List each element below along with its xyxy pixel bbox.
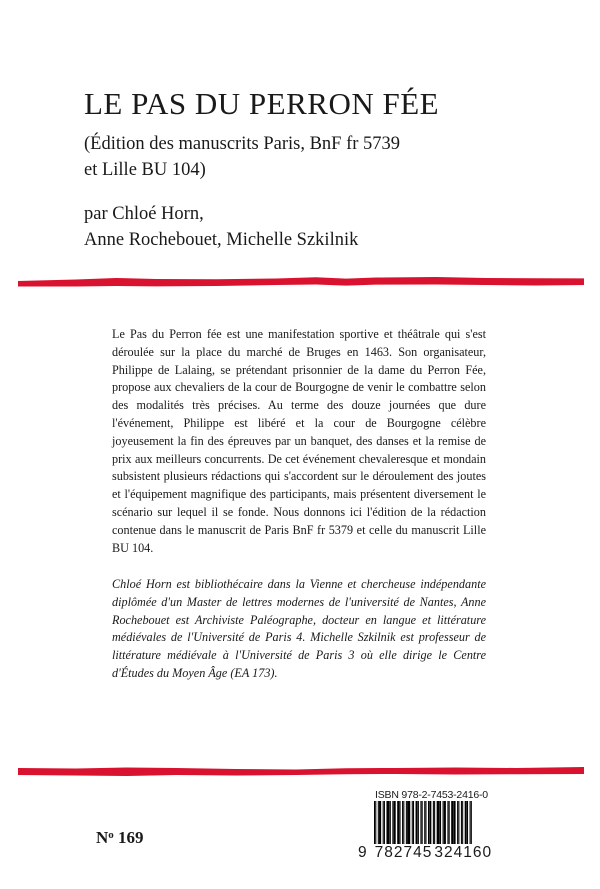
barcode-bar — [384, 801, 385, 845]
barcode-bar — [465, 801, 467, 845]
barcode-bar — [392, 801, 393, 845]
barcode-bar — [406, 801, 407, 845]
barcode-bar — [451, 801, 453, 845]
barcode-bar — [458, 801, 459, 845]
series-prefix: N — [96, 828, 109, 847]
barcode-bar — [440, 801, 441, 845]
book-title: LE PAS DU PERRON FÉE — [84, 86, 440, 121]
barcode-bar — [397, 801, 399, 845]
barcode-bar — [379, 801, 381, 845]
barcode-bar — [383, 801, 384, 845]
barcode-bar — [413, 801, 414, 845]
barcode-bar — [429, 801, 431, 845]
barcode-bar — [461, 801, 462, 845]
authors-line: par Chloé Horn, — [84, 204, 204, 224]
barcode-bar — [462, 801, 463, 845]
series-number — [96, 828, 144, 848]
barcode-bar — [416, 801, 418, 845]
authors-bio-paragraph: Chloé Horn est bibliothécaire dans la Vienne et chercheuse indépendante diplômée d'un Master de lettres modernes de l'université de Nantes, Anne Rochebouet est Archiviste Paléographe, docteur en langue et littérature médiévales de l'Université de Paris 4. Michelle Szkilnik est professeur de littérature médiévale à l'Université de Paris 3 où elle dirige le Centre d'Études du Moyen Âge (EA 173). — [112, 577, 486, 680]
barcode-bar — [390, 801, 391, 845]
barcode-bar — [420, 801, 421, 845]
barcode-bar — [400, 801, 401, 845]
barcode-bar — [394, 801, 396, 845]
barcode-bar — [428, 801, 429, 845]
barcode-bar — [434, 801, 435, 845]
barcode-bar — [402, 801, 403, 845]
barcode-digits-group2: 324160 — [434, 844, 493, 861]
barcode-bar — [457, 801, 458, 845]
barcode-bar — [418, 801, 419, 845]
series-number-value: 169 — [118, 828, 144, 847]
barcode-bar — [447, 801, 448, 845]
barcode-bar — [403, 801, 404, 845]
subtitle-line: et Lille BU 104) — [84, 160, 206, 180]
barcode-bar — [407, 801, 410, 845]
barcode-bar — [437, 801, 440, 845]
barcode-bar — [454, 801, 456, 845]
red-divider-top — [16, 276, 586, 288]
barcode-bar — [444, 801, 446, 845]
authors-line: Anne Rochebouet, Michelle Szkilnik — [84, 230, 359, 250]
isbn-label: ISBN 978-2-7453-2416-0 — [375, 789, 488, 801]
series-superscript: o — [108, 829, 114, 841]
barcode-bar — [386, 801, 389, 845]
red-divider-bottom — [16, 765, 586, 777]
book-authors — [84, 201, 504, 253]
barcode-bar — [449, 801, 450, 845]
barcode-digits-group1: 782745 — [374, 844, 433, 861]
abstract-paragraph: Le Pas du Perron fée est une manifestation sportive et théâtrale qui s'est déroulée sur la place du marché de Bruges en 1463. Son organisateur, Philippe de Lalaing, se prétendant prisonnier de la dame du Perron Fée, propose aux chevaliers de la cour de Bourgogne de venir le combattre selon des modalités très précises. Au terme des douze journées que dure l'événement, Philippe est libéré et la cour de Bourgogne célèbre joyeusement la fin des épreuves par un banquet, des danses et la remise de prix aux meilleurs concurrents. De cet événement chevaleresque et mondain subsistent plusieurs rédactions qui s'accordent sur le déroulement des joutes et l'équipement magnifique des participants, mais présentent diversement le scénario sur lequel il se fonde. Nous donnons ici l'édition de la rédaction contenue dans le manuscrit de Paris BnF fr 5379 et celle du manuscrit Lille BU 104. — [112, 327, 486, 555]
barcode-bar — [412, 801, 413, 845]
barcode-bar — [443, 801, 444, 845]
barcode-digits — [358, 844, 493, 862]
book-subtitle — [84, 131, 504, 183]
subtitle-line: (Édition des manuscrits Paris, BnF fr 5739 — [84, 134, 401, 154]
barcode-bar — [433, 801, 434, 845]
barcode-digit-first: 9 — [358, 844, 368, 861]
